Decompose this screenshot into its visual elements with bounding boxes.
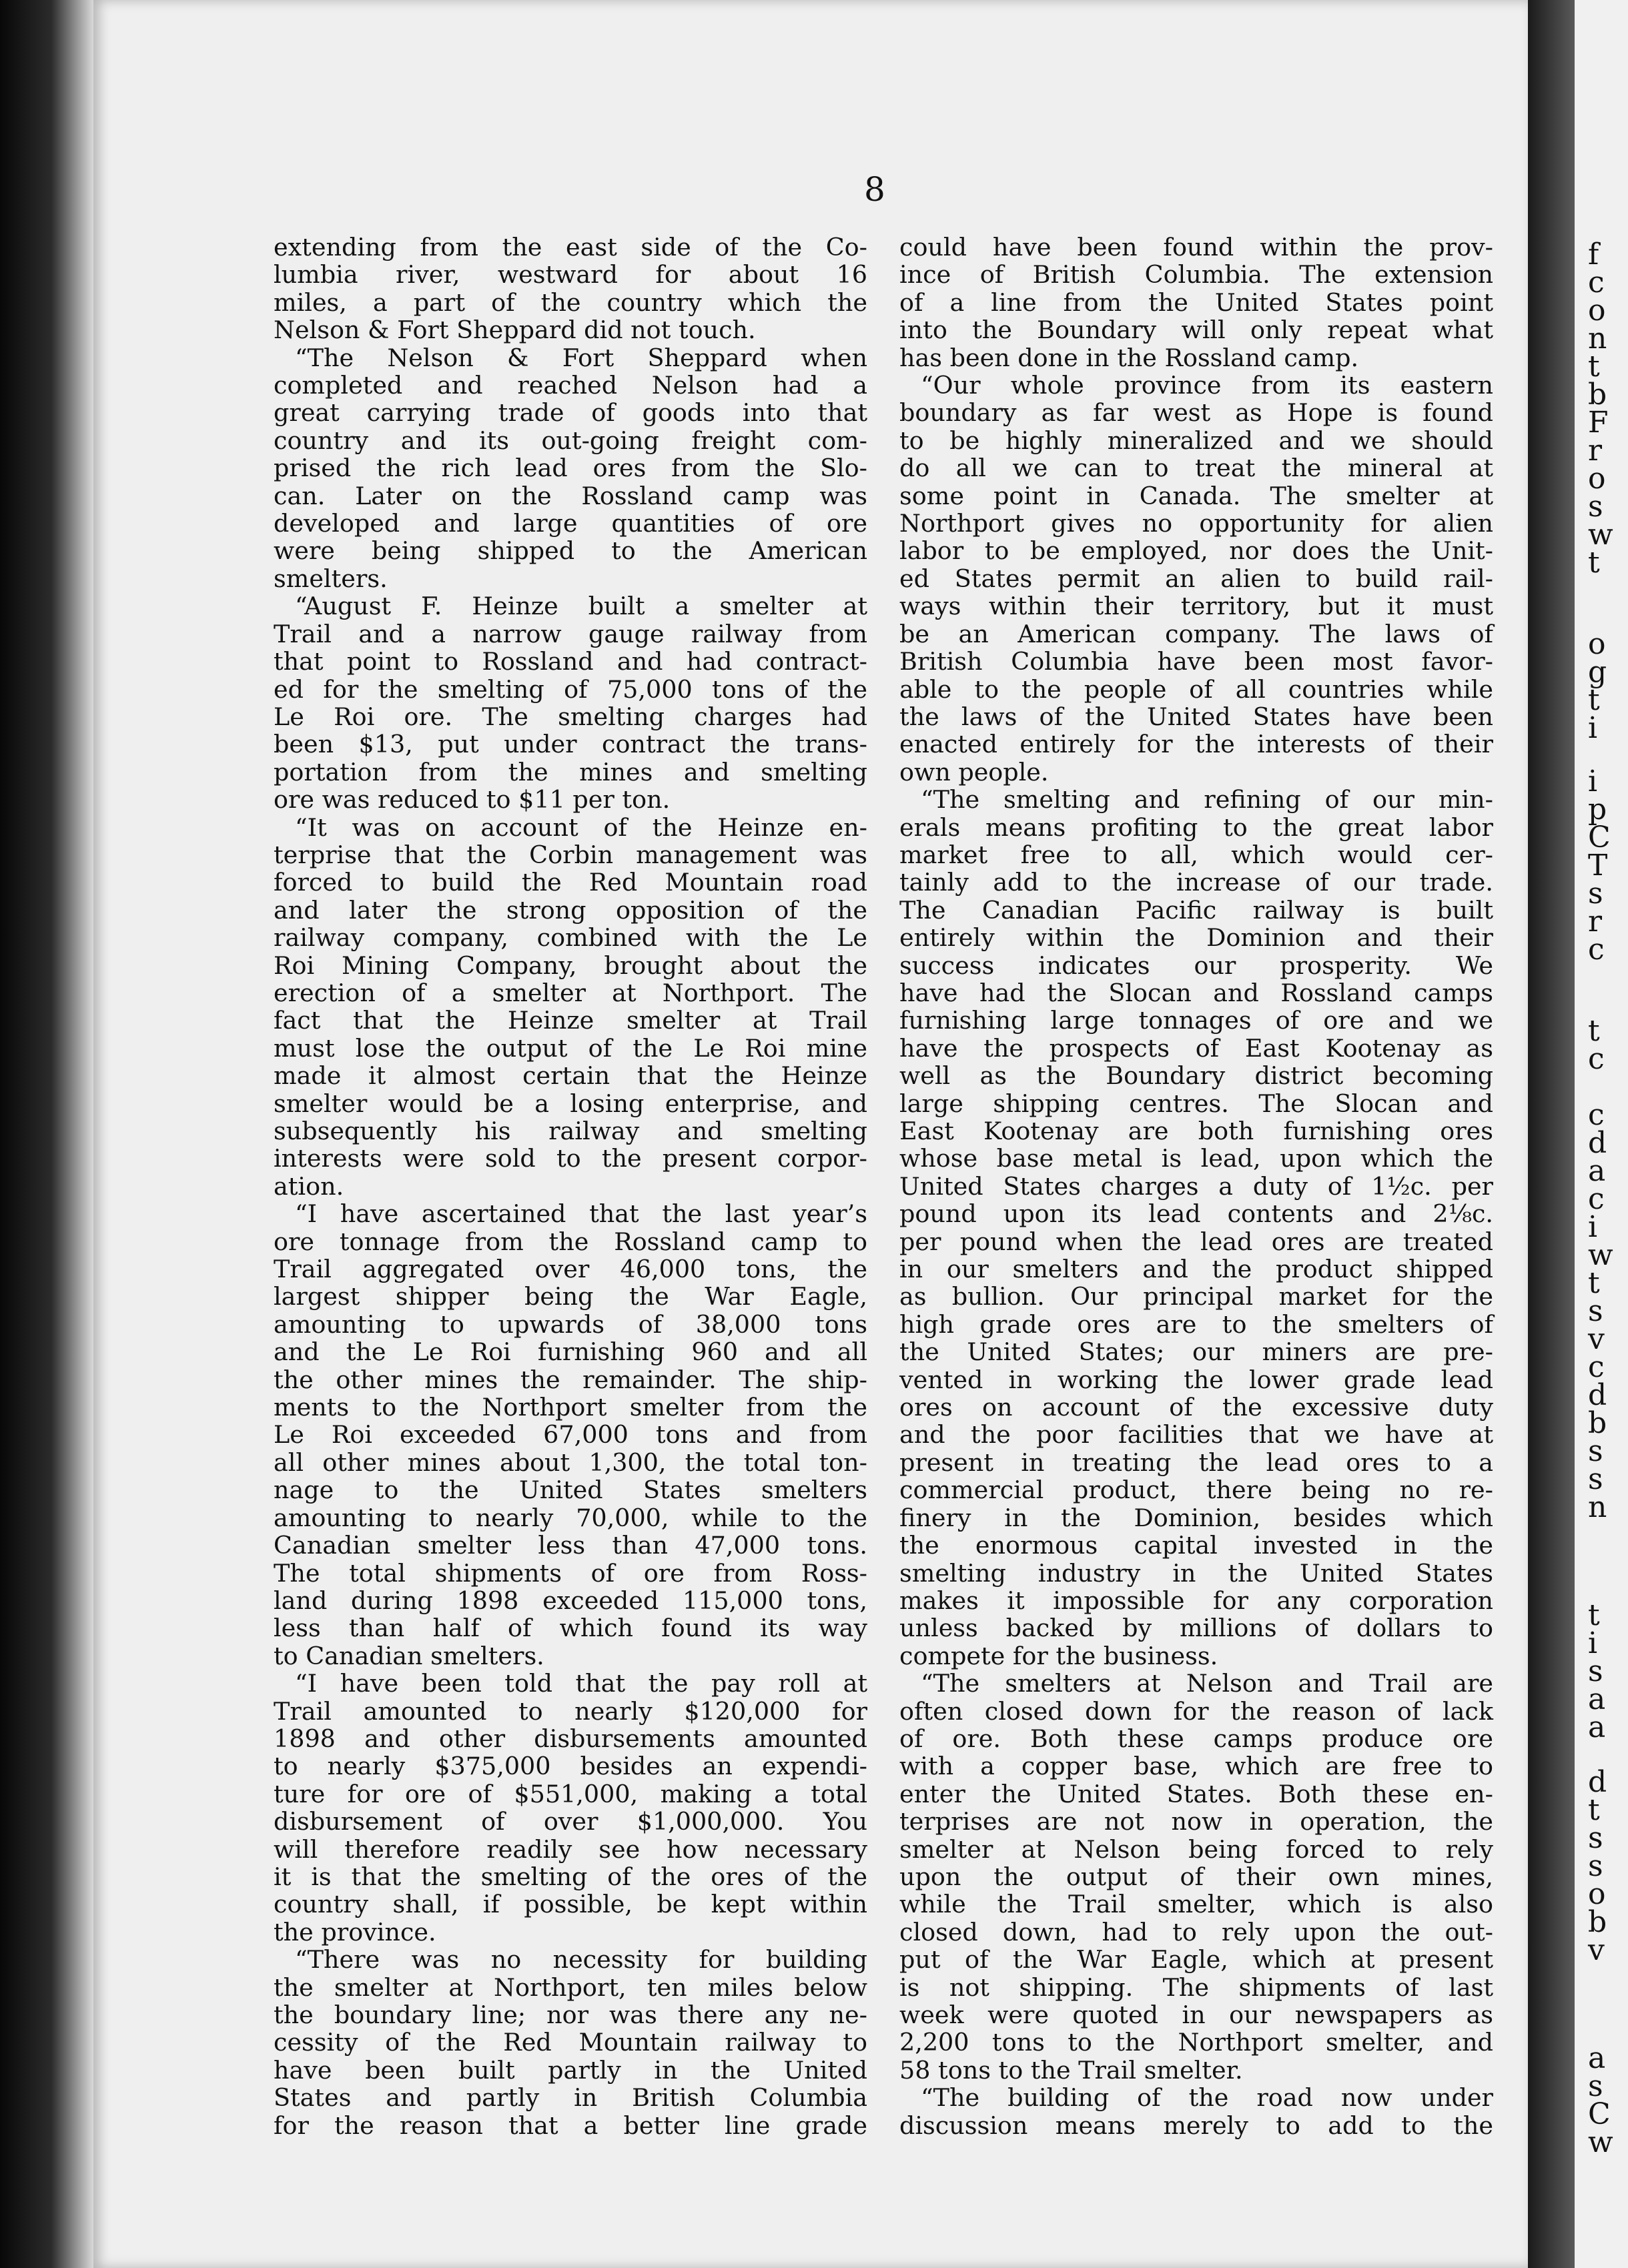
text-line: fact that the Heinze smelter at Trail bbox=[274, 1006, 867, 1035]
next-page-letter: c bbox=[1588, 933, 1605, 967]
text-line: could have been found within the prov- bbox=[899, 233, 1493, 261]
text-line: ed for the smelting of 75,000 tons of the bbox=[274, 674, 867, 704]
text-line: ation. bbox=[274, 1171, 344, 1201]
text-line: pound upon its lead contents and 2⅛c. bbox=[899, 1199, 1493, 1229]
text-line: interests were sold to the present corpor- bbox=[274, 1144, 867, 1173]
text-line: present in treating the lead ores to a bbox=[899, 1448, 1493, 1477]
text-line: “I have been told that the pay roll at bbox=[295, 1669, 867, 1698]
page-number: 8 bbox=[864, 170, 885, 209]
text-line: to Canadian smelters. bbox=[274, 1641, 544, 1670]
text-line: “I have ascertained that the last year’s bbox=[295, 1199, 867, 1229]
text-line: country shall, if possible, be kept within bbox=[274, 1890, 867, 1919]
text-line: ore tonnage from the Rossland camp to bbox=[274, 1227, 867, 1256]
text-line: forced to build the Red Mountain road bbox=[274, 868, 867, 897]
text-line: as bullion. Our principal market for the bbox=[899, 1282, 1493, 1311]
text-line: well as the Boundary district becoming bbox=[899, 1061, 1493, 1091]
text-line: Trail and a narrow gauge railway from bbox=[274, 619, 867, 648]
text-line: largest shipper being the War Eagle, bbox=[274, 1282, 867, 1311]
next-page-letter: t bbox=[1588, 546, 1600, 580]
next-page-letter: t bbox=[1588, 350, 1600, 384]
text-line: and the poor facilities that we have at bbox=[899, 1420, 1493, 1450]
next-page-letter: v bbox=[1588, 1933, 1605, 1967]
text-line: the laws of the United States have been bbox=[899, 702, 1493, 731]
text-line: terprise that the Corbin management was bbox=[274, 840, 867, 869]
text-line: erals means profiting to the great labor bbox=[899, 812, 1493, 842]
text-line: cessity of the Red Mountain railway to bbox=[274, 2028, 867, 2057]
next-page-letter: n bbox=[1588, 322, 1607, 356]
text-line: ince of British Columbia. The extension bbox=[899, 260, 1493, 290]
text-line: developed and large quantities of ore bbox=[274, 509, 867, 538]
text-line: Nelson & Fort Sheppard did not touch. bbox=[274, 316, 756, 345]
text-line: ores on account of the excessive duty bbox=[899, 1393, 1493, 1422]
text-line: The Canadian Pacific railway is built bbox=[899, 895, 1493, 925]
next-page-letter: i bbox=[1588, 711, 1598, 745]
text-line: ways within their territory, but it must bbox=[899, 592, 1493, 621]
next-page-letter: b bbox=[1588, 1406, 1607, 1440]
text-line: less than half of which found its way bbox=[274, 1614, 867, 1643]
next-page-letter: r bbox=[1588, 905, 1603, 939]
text-line: Trail aggregated over 46,000 tons, the bbox=[274, 1255, 867, 1284]
next-page-letter: f bbox=[1588, 237, 1599, 271]
next-page-letter: o bbox=[1588, 462, 1606, 496]
text-line: smelters. bbox=[274, 564, 388, 593]
text-line: lumbia river, westward for about 16 bbox=[274, 260, 867, 290]
next-page-letter: w bbox=[1588, 1238, 1613, 1272]
next-page-letter: w bbox=[1588, 518, 1613, 552]
text-line: “August F. Heinze built a smelter at bbox=[295, 592, 867, 621]
text-line: be an American company. The laws of bbox=[899, 619, 1493, 648]
next-page-letter: g bbox=[1588, 655, 1607, 689]
right-column bbox=[899, 233, 1493, 2139]
next-page-letter: s bbox=[1588, 490, 1603, 524]
text-line: Trail amounted to nearly $120,000 for bbox=[274, 1696, 867, 1726]
text-line: the province. bbox=[274, 1917, 436, 1946]
text-line: of ore. Both these camps produce ore bbox=[899, 1724, 1493, 1753]
text-line: to be highly mineralized and we should bbox=[899, 426, 1493, 455]
next-page-letter: t bbox=[1588, 1598, 1600, 1632]
text-line: smelting industry in the United States bbox=[899, 1558, 1493, 1588]
text-line: able to the people of all countries while bbox=[899, 674, 1493, 704]
text-line: compete for the business. bbox=[899, 1641, 1218, 1670]
next-page-letter: s bbox=[1588, 877, 1603, 911]
text-line: Northport gives no opportunity for alien bbox=[899, 509, 1493, 538]
text-line: nage to the United States smelters bbox=[274, 1476, 867, 1505]
next-page-letter: s bbox=[1588, 1821, 1603, 1855]
text-line: 1898 and other disbursements amounted bbox=[274, 1724, 867, 1753]
text-line: erection of a smelter at Northport. The bbox=[274, 978, 867, 1007]
text-line: entirely within the Dominion and their bbox=[899, 923, 1493, 953]
text-line: per pound when the lead ores are treated bbox=[899, 1227, 1493, 1256]
text-line: “The smelting and refining of our min- bbox=[921, 785, 1493, 814]
next-page-letter: r bbox=[1588, 434, 1603, 468]
text-line: put of the War Eagle, which at present bbox=[899, 1945, 1493, 1974]
next-page-edge bbox=[1575, 0, 1628, 2268]
text-line: were being shipped to the American bbox=[274, 536, 867, 566]
text-line: into the Boundary will only repeat what bbox=[899, 316, 1493, 345]
next-page-letter: o bbox=[1588, 1877, 1606, 1911]
next-page-letter: c bbox=[1588, 1182, 1605, 1216]
next-page-letter: t bbox=[1588, 1014, 1600, 1048]
next-page-letter: w bbox=[1588, 2125, 1613, 2159]
text-line: labor to be employed, nor does the Unit- bbox=[899, 536, 1493, 566]
next-page-letter: C bbox=[1588, 2097, 1611, 2131]
text-line: Roi Mining Company, brought about the bbox=[274, 951, 867, 980]
next-page-letter: v bbox=[1588, 1322, 1605, 1356]
next-page-letter: a bbox=[1588, 1710, 1606, 1744]
next-page-letter: n bbox=[1588, 1490, 1607, 1524]
text-line: of a line from the United States point bbox=[899, 288, 1493, 317]
next-page-letter: c bbox=[1588, 1042, 1605, 1076]
next-page-letter: s bbox=[1588, 2069, 1603, 2103]
text-line: unless backed by millions of dollars to bbox=[899, 1614, 1493, 1643]
text-line: Le Roi exceeded 67,000 tons and from bbox=[274, 1420, 867, 1450]
next-page-letter: s bbox=[1588, 1849, 1603, 1883]
next-page-letter: C bbox=[1588, 820, 1611, 855]
text-line: portation from the mines and smelting bbox=[274, 757, 867, 786]
text-line: East Kootenay are both furnishing ores bbox=[899, 1117, 1493, 1145]
text-line: often closed down for the reason of lack bbox=[899, 1696, 1493, 1726]
text-line: been $13, put under contract the trans- bbox=[274, 730, 867, 759]
text-line: the United States; our miners are pre- bbox=[899, 1337, 1493, 1367]
text-line: upon the output of their own mines, bbox=[899, 1862, 1493, 1891]
text-line: enter the United States. Both these en- bbox=[899, 1779, 1493, 1808]
text-line: ed States permit an alien to build rail- bbox=[899, 564, 1493, 593]
text-line: extending from the east side of the Co- bbox=[274, 233, 867, 261]
text-line: have had the Slocan and Rossland camps bbox=[899, 978, 1493, 1007]
text-line: “There was no necessity for building bbox=[295, 1945, 867, 1974]
text-line: ture for ore of $551,000, making a total bbox=[274, 1779, 867, 1808]
next-page-letter: a bbox=[1588, 2041, 1606, 2075]
text-line: country and its out-going freight com- bbox=[274, 426, 867, 455]
next-page-letter: s bbox=[1588, 1654, 1603, 1688]
next-page-letter: d bbox=[1588, 1378, 1607, 1412]
text-line: whose base metal is lead, upon which the bbox=[899, 1144, 1493, 1173]
text-line: the smelter at Northport, ten miles below bbox=[274, 1972, 867, 2002]
page-gutter-shadow bbox=[1528, 0, 1575, 2268]
text-line: enacted entirely for the interests of their bbox=[899, 730, 1493, 759]
text-line: do all we can to treat the mineral at bbox=[899, 454, 1493, 483]
next-page-letter: a bbox=[1588, 1682, 1606, 1716]
text-line: makes it impossible for any corporation bbox=[899, 1586, 1493, 1615]
next-page-letter: s bbox=[1588, 1462, 1603, 1496]
text-line: vented in working the lower grade lead bbox=[899, 1365, 1493, 1394]
text-line: have been built partly in the United bbox=[274, 2055, 867, 2085]
next-page-letter: p bbox=[1588, 792, 1607, 826]
text-line: subsequently his railway and smelting bbox=[274, 1117, 867, 1145]
text-line: Canadian smelter less than 47,000 tons. bbox=[274, 1531, 867, 1560]
text-line: The total shipments of ore from Ross- bbox=[274, 1558, 867, 1588]
text-line: land during 1898 exceeded 115,000 tons, bbox=[274, 1586, 867, 1615]
text-line: smelter at Nelson being forced to rely bbox=[899, 1834, 1493, 1864]
text-line: disbursement of over $1,000,000. You bbox=[274, 1807, 867, 1836]
text-line: railway company, combined with the Le bbox=[274, 923, 867, 953]
text-line: and the Le Roi furnishing 960 and all bbox=[274, 1337, 867, 1367]
text-line: some point in Canada. The smelter at bbox=[899, 481, 1493, 510]
next-page-letter: c bbox=[1588, 1350, 1605, 1384]
text-line: 58 tons to the Trail smelter. bbox=[899, 2055, 1243, 2085]
text-line: furnishing large tonnages of ore and we bbox=[899, 1006, 1493, 1035]
next-page-letter: d bbox=[1588, 1765, 1607, 1799]
text-line: “The smelters at Nelson and Trail are bbox=[921, 1669, 1493, 1698]
text-line: has been done in the Rossland camp. bbox=[899, 343, 1359, 372]
next-page-letter: b bbox=[1588, 1905, 1607, 1939]
text-line: 2,200 tons to the Northport smelter, and bbox=[899, 2028, 1493, 2057]
next-page-letter: i bbox=[1588, 1210, 1598, 1244]
next-page-letter: t bbox=[1588, 1793, 1600, 1827]
next-page-letter: T bbox=[1588, 848, 1608, 883]
text-line: for the reason that a better line grade bbox=[274, 2111, 867, 2140]
next-page-letter: c bbox=[1588, 1098, 1605, 1132]
text-line: prised the rich lead ores from the Slo- bbox=[274, 454, 867, 483]
next-page-letter: i bbox=[1588, 1626, 1598, 1660]
text-line: commercial product, there being no re- bbox=[899, 1476, 1493, 1505]
text-line: smelter would be a losing enterprise, and bbox=[274, 1089, 867, 1118]
text-line: large shipping centres. The Slocan and bbox=[899, 1089, 1493, 1118]
text-line: have the prospects of East Kootenay as bbox=[899, 1033, 1493, 1063]
next-page-letter: t bbox=[1588, 1266, 1600, 1300]
text-line: “The Nelson & Fort Sheppard when bbox=[295, 343, 867, 372]
next-page-letter: d bbox=[1588, 1126, 1607, 1160]
scan-left-edge bbox=[0, 0, 93, 2268]
text-line: miles, a part of the country which the bbox=[274, 288, 867, 317]
text-line: amounting to nearly 70,000, while to the bbox=[274, 1503, 867, 1532]
text-line: the enormous capital invested in the bbox=[899, 1531, 1493, 1560]
text-line: with a copper base, which are free to bbox=[899, 1752, 1493, 1781]
text-line: amounting to upwards of 38,000 tons bbox=[274, 1309, 867, 1339]
text-line: terprises are not now in operation, the bbox=[899, 1807, 1493, 1836]
text-line: States and partly in British Columbia bbox=[274, 2083, 867, 2113]
text-line: made it almost certain that the Heinze bbox=[274, 1061, 867, 1091]
text-line: Le Roi ore. The smelting charges had bbox=[274, 702, 867, 731]
text-line: boundary as far west as Hope is found bbox=[899, 398, 1493, 428]
next-page-letter: t bbox=[1588, 683, 1600, 717]
text-line: can. Later on the Rossland camp was bbox=[274, 481, 867, 510]
text-line: success indicates our prosperity. We bbox=[899, 951, 1493, 980]
left-column bbox=[274, 233, 867, 2139]
text-line: that point to Rossland and had contract- bbox=[274, 647, 867, 676]
text-line: ore was reduced to $11 per ton. bbox=[274, 785, 671, 814]
next-page-letter: s bbox=[1588, 1434, 1603, 1468]
text-line: in our smelters and the product shipped bbox=[899, 1255, 1493, 1284]
next-page-letter: o bbox=[1588, 627, 1606, 661]
next-page-letter: F bbox=[1588, 406, 1609, 440]
text-line: is not shipping. The shipments of last bbox=[899, 1972, 1493, 2002]
text-line: great carrying trade of goods into that bbox=[274, 398, 867, 428]
text-line: United States charges a duty of 1½c. per bbox=[899, 1171, 1493, 1201]
next-page-letter: o bbox=[1588, 294, 1606, 328]
text-line: discussion means merely to add to the bbox=[899, 2111, 1493, 2140]
text-line: all other mines about 1,300, the total ton- bbox=[274, 1448, 867, 1477]
text-line: week were quoted in our newspapers as bbox=[899, 2001, 1493, 2029]
text-line: will therefore readily see how necessary bbox=[274, 1834, 867, 1864]
text-line: while the Trail smelter, which is also bbox=[899, 1890, 1493, 1919]
text-line: market free to all, which would cer- bbox=[899, 840, 1493, 869]
text-line: “It was on account of the Heinze en- bbox=[295, 812, 867, 842]
text-line: “The building of the road now under bbox=[921, 2083, 1493, 2113]
text-line: own people. bbox=[899, 757, 1049, 786]
text-line: British Columbia have been most favor- bbox=[899, 647, 1493, 676]
text-line: and later the strong opposition of the bbox=[274, 895, 867, 925]
next-page-letter: b bbox=[1588, 378, 1607, 412]
next-page-letter: c bbox=[1588, 265, 1605, 300]
text-line: completed and reached Nelson had a bbox=[274, 371, 867, 400]
next-page-letter: a bbox=[1588, 1154, 1606, 1188]
text-line: finery in the Dominion, besides which bbox=[899, 1503, 1493, 1532]
text-line: the boundary line; nor was there any ne- bbox=[274, 2001, 867, 2029]
text-line: it is that the smelting of the ores of the bbox=[274, 1862, 867, 1891]
text-line: to nearly $375,000 besides an expendi- bbox=[274, 1752, 867, 1781]
next-page-letter: i bbox=[1588, 764, 1598, 798]
next-page-letter: s bbox=[1588, 1294, 1603, 1328]
text-line: must lose the output of the Le Roi mine bbox=[274, 1033, 867, 1063]
text-line: “Our whole province from its eastern bbox=[921, 371, 1493, 400]
text-line: the other mines the remainder. The ship- bbox=[274, 1365, 867, 1394]
text-line: closed down, had to rely upon the out- bbox=[899, 1917, 1493, 1946]
text-line: ments to the Northport smelter from the bbox=[274, 1393, 867, 1422]
text-line: tainly add to the increase of our trade. bbox=[899, 868, 1493, 897]
text-line: high grade ores are to the smelters of bbox=[899, 1309, 1493, 1339]
